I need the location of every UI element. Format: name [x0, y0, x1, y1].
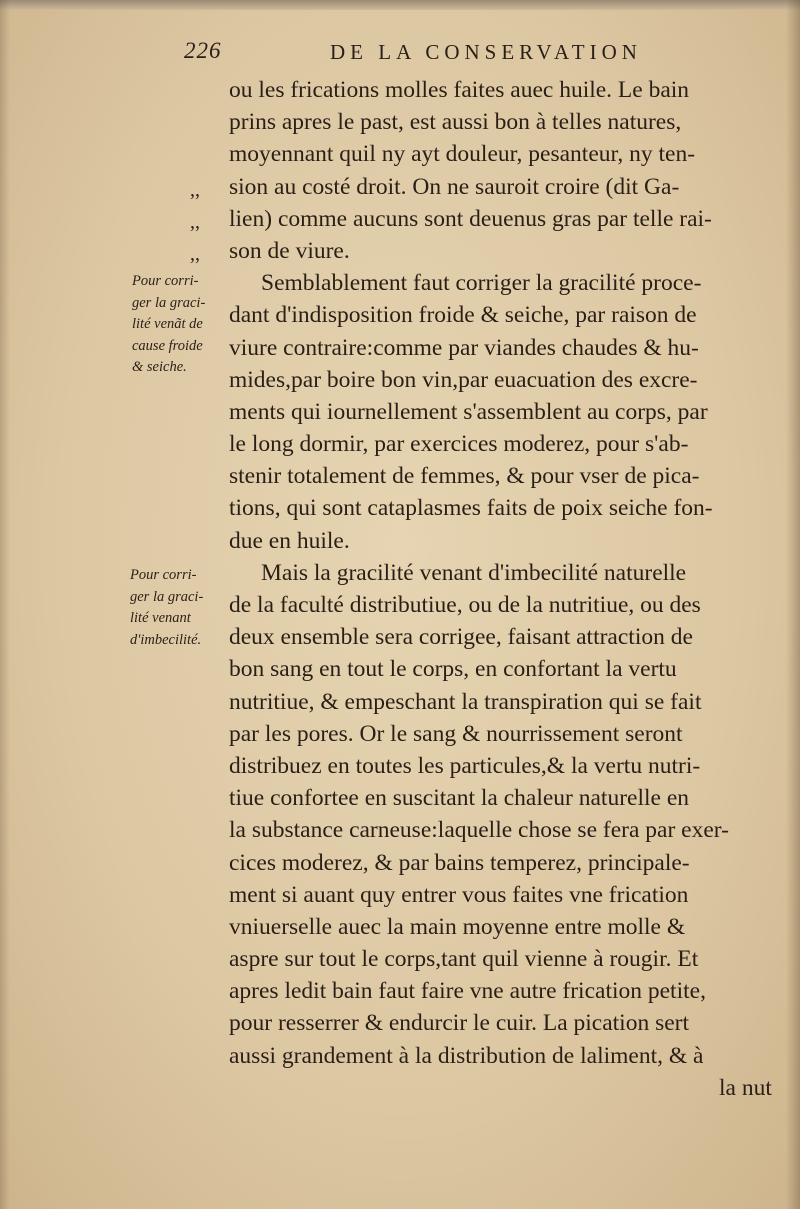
marginal-note-cold-cause	[132, 271, 205, 379]
quote-mark: ,,	[190, 179, 200, 201]
text-line: dant d'indisposition froide & seiche, par raison de	[229, 302, 697, 329]
paragraph-start-line: Semblablement faut corriger la gracilité proce-	[261, 270, 702, 297]
text-line: la substance carneuse:laquelle chose se fera par exer-	[229, 817, 729, 844]
text-line: distribuez en toutes les particules,& la vertu nutri-	[229, 752, 701, 779]
body-text	[229, 74, 789, 1104]
quote-mark: ,,	[190, 211, 200, 234]
text-line: bon sang en tout le corps, en confortant la vertu	[229, 656, 677, 683]
text-line: viure contraire:comme par viandes chaudes & hu-	[229, 334, 699, 361]
text-line: cices moderez, & par bains temperez, principale-	[229, 849, 690, 876]
marginal-note-line: lité venãt de	[132, 316, 203, 332]
text-line: vniuerselle auec la main moyenne entre molle &	[229, 913, 686, 940]
text-line: ou les frications molles faites auec huile. Le bain	[229, 77, 690, 103]
marginal-note-line: & seiche.	[132, 359, 187, 375]
text-line: par les pores. Or le sang & nourrissement seront	[229, 720, 683, 747]
text-line: moyennant quil ny ayt douleur, pesanteur, ny ten-	[229, 141, 696, 168]
marginal-note-line: lité venant	[130, 610, 191, 626]
text-line: lien) comme aucuns sont deuenus gras par telle rai-	[229, 205, 712, 232]
quote-marks	[190, 174, 200, 271]
text-line: due en huile.	[229, 527, 350, 554]
text-line: son de viure.	[229, 237, 350, 264]
page-number: 226	[184, 38, 222, 63]
text-line: de la faculté distributiue, ou de la nutritiue, ou des	[229, 592, 701, 618]
marginal-note-line: Pour corri-	[130, 567, 197, 583]
text-line: aussi grandement à la distribution de laliment, & à	[229, 1042, 704, 1069]
marginal-note-line: ger la graci-	[132, 294, 206, 311]
text-line: mides,par boire bon vin,par euacuation des excre-	[229, 366, 698, 393]
text-line: ment si auant quy entrer vous faites vne frication	[229, 881, 689, 908]
text-line: ments qui iournellement s'assemblent au corps, par	[229, 398, 708, 425]
text-line: tiue confortee en suscitant la chaleur naturelle en	[229, 785, 689, 812]
text-line: le long dormir, par exercices moderez, pour s'ab-	[229, 431, 689, 458]
page-top-edge	[0, 0, 800, 10]
marginal-note-line: ger la graci-	[130, 588, 204, 605]
catchword-line: la nut	[719, 1074, 772, 1101]
marginal-note-imbecility	[130, 565, 203, 651]
text-line: sion au costé droit. On ne sauroit croire (dit Ga-	[229, 173, 680, 200]
text-line: prins apres le past, est aussi bon à telles natures,	[229, 109, 682, 136]
text-line: apres ledit bain faut faire vne autre frication petite,	[229, 978, 706, 1005]
marginal-note-line: cause froide	[132, 337, 203, 354]
text-line: aspre sur tout le corps,tant quil vienne à rougir. Et	[229, 946, 699, 973]
text-line: pour resserrer & endurcir le cuir. La pication sert	[229, 1010, 690, 1037]
page-left-shadow	[0, 0, 10, 1209]
text-line: stenir totalement de femmes, & pour vser de pica-	[229, 463, 700, 490]
quote-mark: ,,	[190, 243, 200, 266]
text-line: nutritiue, & empeschant la transpiration qui se fait	[229, 688, 702, 715]
text-line: deux ensemble sera corrigee, faisant attraction de	[229, 624, 693, 651]
paragraph-start-line: Mais la gracilité venant d'imbecilité naturelle	[261, 559, 687, 586]
running-title: DE LA CONSERVATION	[330, 40, 642, 64]
text-line: tions, qui sont cataplasmes faits de poix seiche fon-	[229, 495, 713, 522]
marginal-note-line: d'imbecilité.	[130, 631, 202, 648]
marginal-note-line: Pour corri-	[132, 273, 199, 289]
